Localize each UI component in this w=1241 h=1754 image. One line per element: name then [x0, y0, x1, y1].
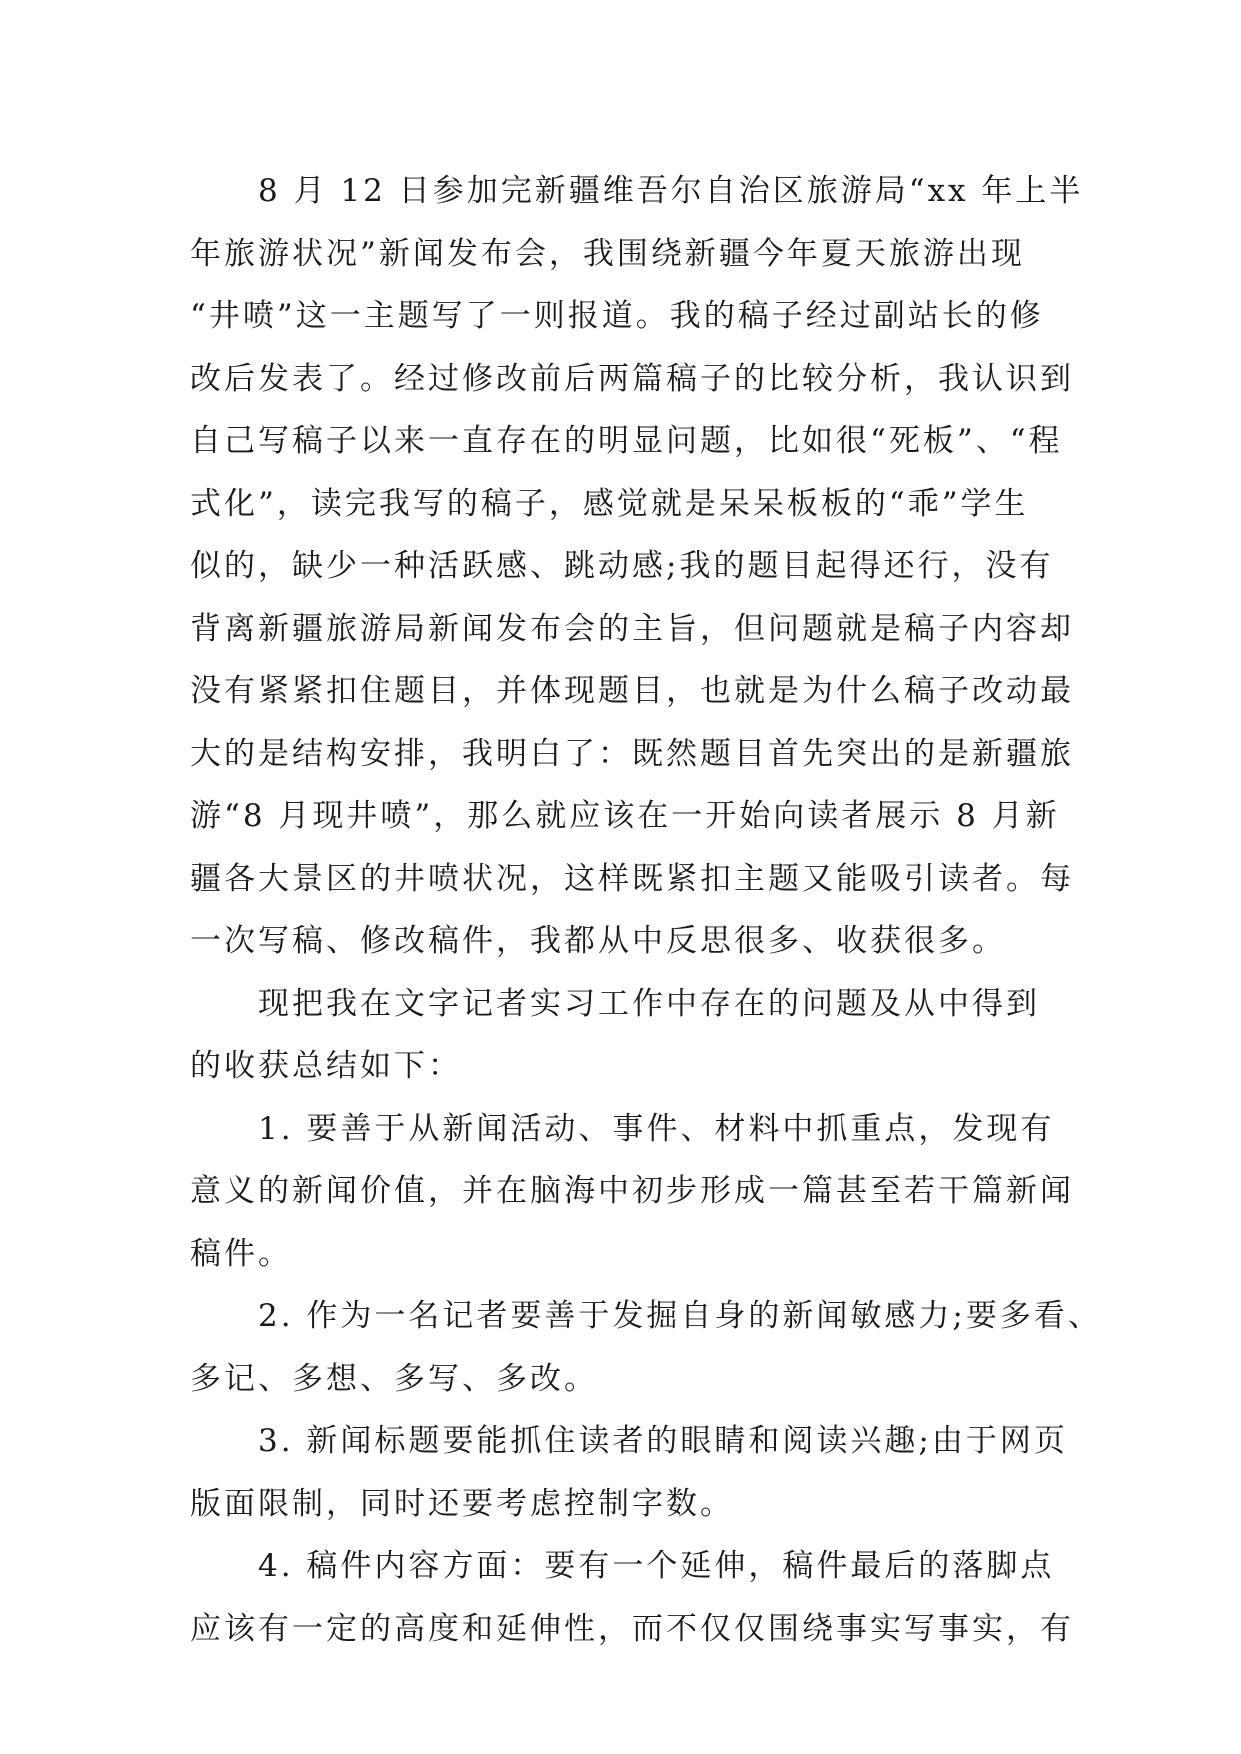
text-line: 3. 新闻标题要能抓住读者的眼睛和阅读兴趣;由于网页: [190, 1423, 1068, 1459]
text-line: 一次写稿、修改稿件，我都从中反思很多、收获很多。: [190, 923, 1006, 959]
text-line: 大的是结构安排，我明白了：既然题目首先突出的是新疆旅: [190, 735, 1074, 772]
text-line: 的收获总结如下：: [190, 1048, 462, 1084]
text-line: 自己写稿子以来一直存在的明显问题，比如很“死板”、“程: [190, 423, 1063, 459]
text-line: 应该有一定的高度和延伸性，而不仅仅围绕事实写事实，有: [190, 1610, 1074, 1647]
text-line: 背离新疆旅游局新闻发布会的主旨，但问题就是稿子内容却: [190, 610, 1074, 647]
text-line: 式化”，读完我写的稿子，感觉就是呆呆板板的“乖”学生: [190, 485, 1029, 522]
text-line: 游“8 月现井喷”，那么就应该在一开始向读者展示 8 月新: [190, 798, 1060, 834]
text-line: 意义的新闻价值，并在脑海中初步形成一篇甚至若干篇新闻: [190, 1173, 1074, 1209]
text-line: 疆各大景区的井喷状况，这样既紧扣主题又能吸引读者。每: [190, 860, 1074, 897]
text-line: 8 月 12 日参加完新疆维吾尔自治区旅游局“xx 年上半: [190, 173, 1084, 209]
text-line: 稿件。: [190, 1235, 292, 1272]
text-line: 似的，缺少一种活跃感、跳动感;我的题目起得还行，没有: [190, 548, 1054, 584]
text-line: 现把我在文字记者实习工作中存在的问题及从中得到: [190, 985, 1040, 1022]
text-line: 1. 要善于从新闻活动、事件、材料中抓重点，发现有: [190, 1110, 1055, 1147]
text-line: 年旅游状况”新闻发布会，我围绕新疆今年夏天旅游出现: [190, 235, 1025, 272]
document-body: [190, 160, 1102, 1660]
text-line: 2. 作为一名记者要善于发掘自身的新闻敏感力;要多看、: [190, 1298, 1102, 1334]
text-line: 改后发表了。经过修改前后两篇稿子的比较分析，我认识到: [190, 360, 1074, 397]
text-line: 多记、多想、多写、多改。: [190, 1360, 598, 1397]
text-line: 4. 稿件内容方面：要有一个延伸，稿件最后的落脚点: [190, 1548, 1055, 1584]
text-line: “井喷”这一主题写了一则报道。我的稿子经过副站长的修: [190, 298, 1044, 334]
text-line: 版面限制，同时还要考虑控制字数。: [190, 1485, 734, 1522]
text-line: 没有紧紧扣住题目，并体现题目，也就是为什么稿子改动最: [190, 673, 1074, 709]
